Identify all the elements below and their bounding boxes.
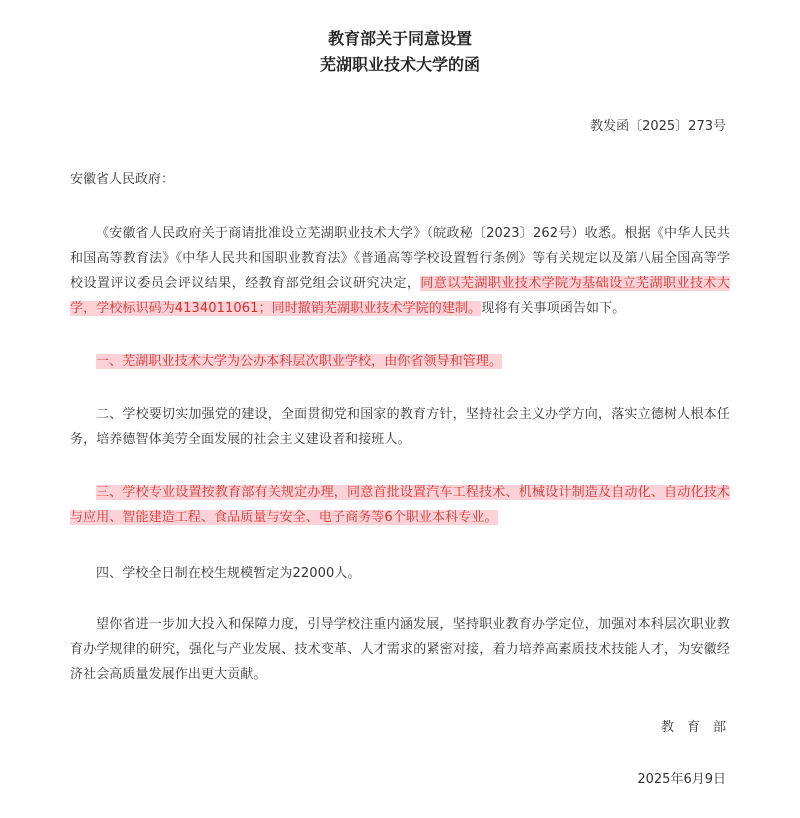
signature-organization: 教育部	[660, 720, 739, 735]
document-title-line1: 教育部关于同意设置	[327, 29, 472, 48]
paragraph-intro	[70, 221, 730, 321]
document-title-line2: 芜湖职业技术大学的函	[319, 55, 480, 74]
recipient: 安徽省人民政府：	[70, 172, 175, 187]
signature-date: 2025年6月9日	[637, 772, 726, 787]
highlighted-decision: 同意以芜湖职业技术学院为基础设立芜湖职业技术大学，学校标识码为4134011061；同时撤销芜湖职业技术学院的建制。	[70, 276, 730, 316]
item-2: 二、学校要切实加强党的建设，全面贯彻党和国家的教育方针，坚持社会主义办学方向，落实立德树人根本任务，培养德智体美劳全面发展的社会主义建设者和接班人。	[70, 407, 730, 447]
item-1	[70, 349, 730, 374]
paragraph-intro-tail: 现将有关事项函告如下。	[481, 301, 626, 316]
item-3	[70, 480, 730, 530]
document-number: 教发函〔2025〕273号	[590, 119, 726, 134]
paragraph-intro-text: 《安徽省人民政府关于商请批准设立芜湖职业技术大学》（皖政秘〔2023〕262号）收悉。根据《中华人民共和国高等教育法》《中华人民共和国职业教育法》《普通高等学校设置暂行条例》等有关规定以及第八届全国高等学校设置评议委员会评议结果，经教育部党组会议研究决定，	[70, 226, 730, 291]
item-4: 四、学校全日制在校生规模暂定为22000人。	[96, 566, 361, 581]
item-1-text: 一、芜湖职业技术大学为公办本科层次职业学校，由你省领导和管理。	[96, 354, 503, 369]
item-3-text: 三、学校专业设置按教育部有关规定办理，同意首批设置汽车工程技术、机械设计制造及自动化、自动化技术与应用、智能建造工程、食品质量与安全、电子商务等6个职业本科专业。	[70, 485, 730, 525]
closing-paragraph: 望你省进一步加大投入和保障力度，引导学校注重内涵发展，坚持职业教育办学定位，加强对本科层次职业教育办学规律的研究，强化与产业发展、技术变革、人才需求的紧密对接，着力培养高素质技术技能人才，为安徽经济社会高质量发展作出更大贡献。	[70, 617, 730, 682]
